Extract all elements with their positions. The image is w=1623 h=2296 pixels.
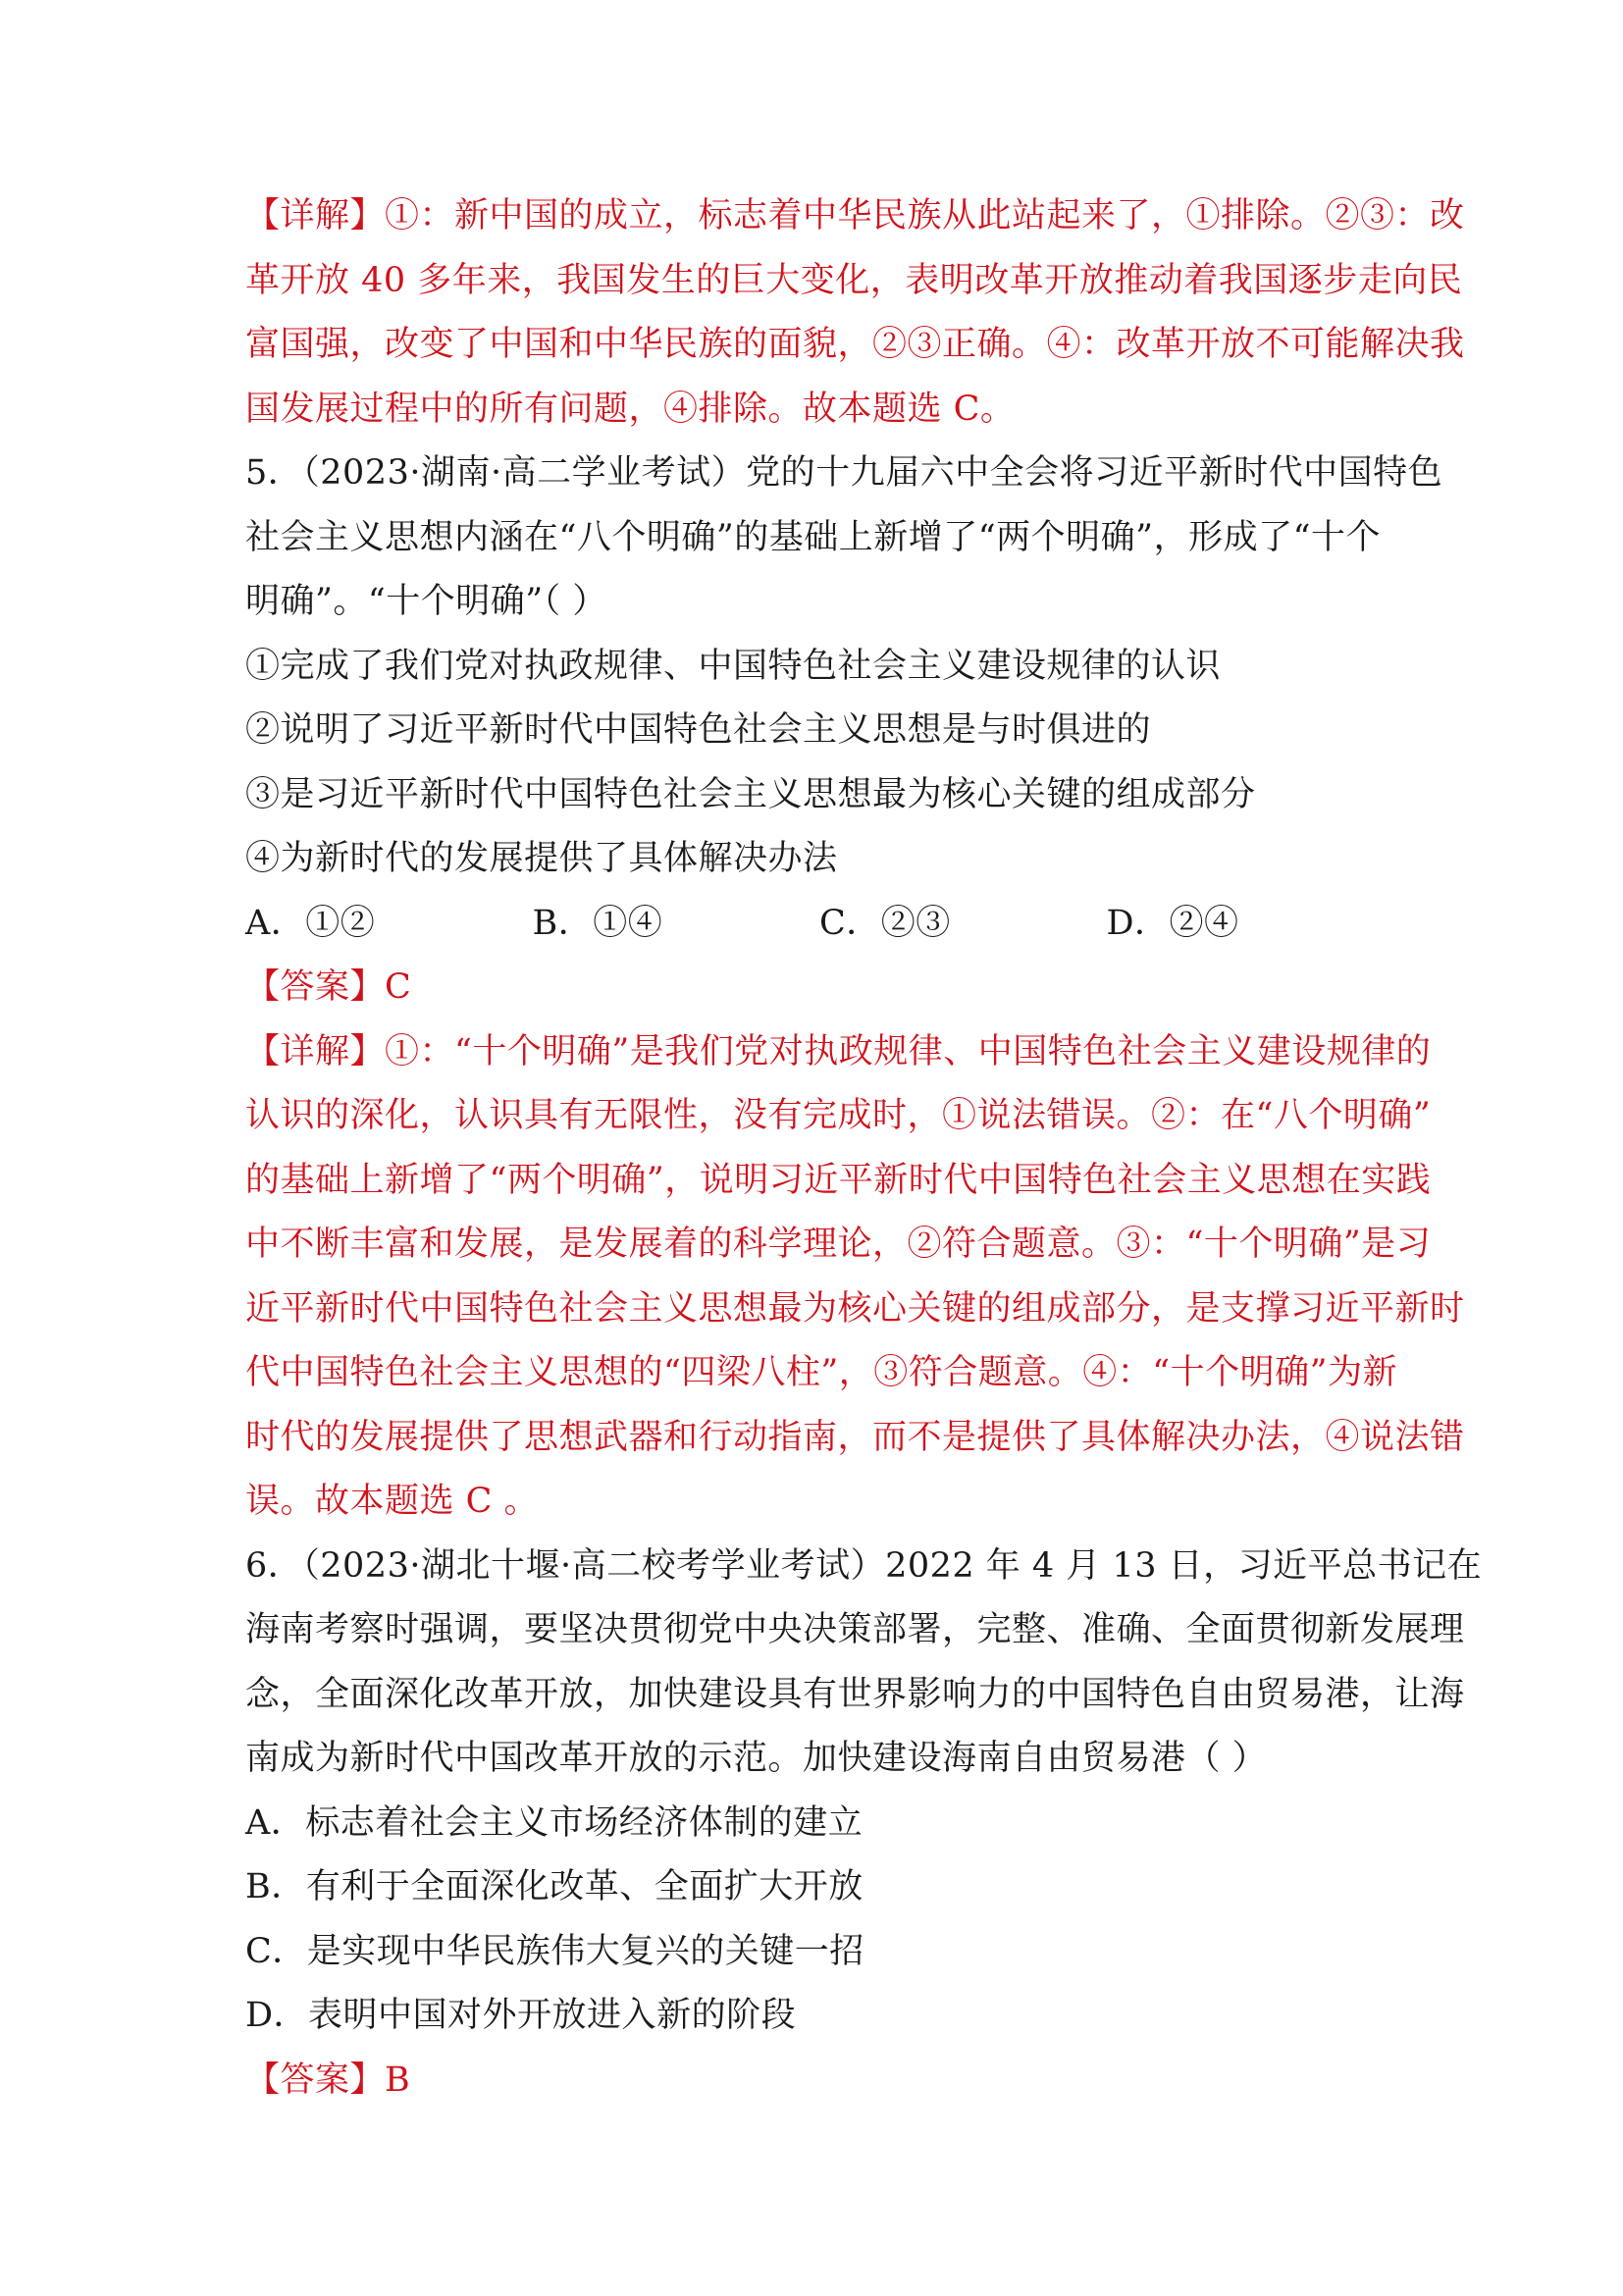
document-page <box>245 184 1483 2113</box>
q5-answer <box>245 956 1393 1020</box>
q6-option-b: B．有利于全面深化改革、全面扩大开放 <box>245 1867 864 1906</box>
prev-explain-line-4: 国发展过程中的所有问题，④排除。故本题选 C。 <box>245 389 1016 429</box>
q5-statement-2: ②说明了习近平新时代中国特色社会主义思想是与时俱进的 <box>245 710 1152 750</box>
q6-stem-line-1: 6．（2023·湖北十堰·高二校考学业考试）2022 年 4 月 13 日，习近平总书记在 <box>245 1545 1483 1586</box>
q5-explain-line-3: 的基础上新增了“两个明确”，说明习近平新时代中国特色社会主义思想在实践 <box>245 1160 1432 1200</box>
q5-statement-4: ④为新时代的发展提供了具体解决办法 <box>245 839 838 878</box>
q5-explain-line-6: 代中国特色社会主义思想的“四梁八柱”，③符合题意。④：“十个明确”为新 <box>245 1353 1398 1392</box>
q5-option-b: B．①④ <box>532 903 663 943</box>
q5-answer-value: C <box>385 967 412 1007</box>
q5-explain-line-5: 近平新时代中国特色社会主义思想最为核心关键的组成部分，是支撑习近平新时 <box>245 1288 1465 1329</box>
q5-option-a: A．①② <box>245 903 376 943</box>
q6-option-d: D．表明中国对外开放进入新的阶段 <box>245 1996 797 2035</box>
explain-tag: 【详解】 <box>245 1031 386 1071</box>
q6-stem-line-3: 念，全面深化改革开放，加快建设具有世界影响力的中国特色自由贸易港，让海 <box>245 1674 1465 1714</box>
q6-stem-line-4: 南成为新时代中国改革开放的示范。加快建设海南自由贸易港（ ） <box>245 1739 1268 1778</box>
q5-stem-line-3: 明确”。“十个明确”（ ） <box>245 582 607 621</box>
prev-explain-line-1: 【详解】①：新中国的成立，标志着中华民族从此站起来了，①排除。②③：改 <box>245 196 1465 235</box>
q5-options <box>245 892 1393 957</box>
q5-explain-line-4: 中不断丰富和发展，是发展着的科学理论，②符合题意。③：“十个明确”是习 <box>245 1225 1432 1264</box>
q5-option-c: C．②③ <box>819 903 951 943</box>
prev-explain-line-2: 革开放 40 多年来，我国发生的巨大变化，表明改革开放推动着我国逐步走向民 <box>245 260 1463 300</box>
explain-tag: 【详解】 <box>245 196 386 235</box>
q6-option-a: A．标志着社会主义市场经济体制的建立 <box>245 1802 864 1843</box>
q5-explain-line-1: 【详解】①：“十个明确”是我们党对执政规律、中国特色社会主义建设规律的 <box>245 1031 1432 1071</box>
q5-stem-line-2: 社会主义思想内涵在“八个明确”的基础上新增了“两个明确”，形成了“十个 <box>245 517 1381 557</box>
q5-stem-line-1: 5．（2023·湖南·高二学业考试）党的十九届六中全会将习近平新时代中国特色 <box>245 453 1443 493</box>
q6-stem-line-2: 海南考察时强调，要坚决贯彻党中央决策部署，完整、准确、全面贯彻新发展理 <box>245 1610 1465 1649</box>
q5-explain-line-8: 误。故本题选 C 。 <box>245 1482 540 1521</box>
q5-statement-3: ③是习近平新时代中国特色社会主义思想最为核心关键的组成部分 <box>245 774 1256 814</box>
prev-explain-line-3: 富国强，改变了中国和中华民族的面貌，②③正确。④：改革开放不可能解决我 <box>245 325 1465 364</box>
q6-option-c: C．是实现中华民族伟大复兴的关键一招 <box>245 1931 864 1971</box>
q5-explain-line-2: 认识的深化，认识具有无限性，没有完成时，①说法错误。②：在“八个明确” <box>245 1096 1432 1135</box>
q5-statement-1: ①完成了我们党对执政规律、中国特色社会主义建设规律的认识 <box>245 646 1222 686</box>
q6-answer-value: B <box>385 2060 411 2100</box>
q5-option-d: D．②④ <box>1106 903 1239 943</box>
q6-answer <box>245 2049 1393 2113</box>
answer-tag: 【答案】 <box>245 967 386 1007</box>
q5-explain-line-7: 时代的发展提供了思想武器和行动指南，而不是提供了具体解决办法，④说法错 <box>245 1417 1465 1457</box>
answer-tag: 【答案】 <box>245 2060 386 2100</box>
